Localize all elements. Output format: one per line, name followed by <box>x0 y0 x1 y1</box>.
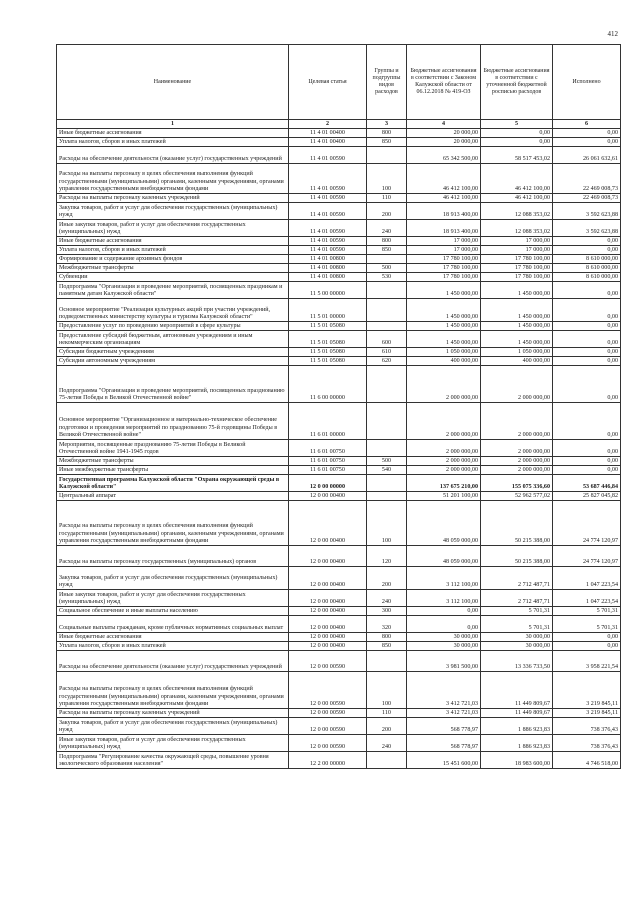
table-row <box>57 590 621 607</box>
row-revised-allocation: 1 450 000,00 <box>481 282 553 299</box>
table-row <box>57 546 621 567</box>
row-law-allocation: 65 342 500,00 <box>407 147 481 164</box>
table-row <box>57 264 621 273</box>
row-expense-group: 800 <box>367 129 407 138</box>
row-expense-group: 100 <box>367 501 407 546</box>
row-revised-allocation: 400 000,00 <box>481 357 553 366</box>
row-law-allocation: 3 112 100,00 <box>407 567 481 590</box>
row-executed: 22 469 008,73 <box>553 194 621 203</box>
table-row <box>57 492 621 501</box>
row-name: Межбюджетные трансферты <box>57 457 289 466</box>
row-law-allocation: 15 451 600,00 <box>407 752 481 769</box>
row-name: Межбюджетные трансферты <box>57 264 289 273</box>
row-name: Расходы на выплаты персоналу в целях обеспечения выполнения функций государственными (муниципальными) органами, казенными учреждениями, органами управления государственными внебюджетными фондами <box>57 672 289 709</box>
row-expense-group <box>367 403 407 440</box>
table-row <box>57 672 621 709</box>
row-law-allocation: 400 000,00 <box>407 357 481 366</box>
row-executed: 738 376,43 <box>553 735 621 752</box>
row-executed: 24 774 120,97 <box>553 546 621 567</box>
row-target-article: 12 0 00 00590 <box>289 651 367 672</box>
row-law-allocation: 51 201 100,00 <box>407 492 481 501</box>
row-law-allocation: 20 000,00 <box>407 129 481 138</box>
table-row <box>57 138 621 147</box>
row-revised-allocation: 0,00 <box>481 129 553 138</box>
row-name: Субвенции <box>57 273 289 282</box>
row-revised-allocation: 5 701,31 <box>481 607 553 616</box>
table-row <box>57 501 621 546</box>
row-name: Расходы на обеспечение деятельности (оказание услуг) государственных учреждений <box>57 651 289 672</box>
row-target-article: 12 0 00 00400 <box>289 501 367 546</box>
row-executed: 0,00 <box>553 129 621 138</box>
row-name: Формирование и содержание архивных фондов <box>57 255 289 264</box>
row-executed: 0,00 <box>553 322 621 331</box>
row-executed: 738 376,43 <box>553 718 621 735</box>
row-target-article: 11 4 01 00590 <box>289 164 367 194</box>
row-law-allocation: 18 913 400,00 <box>407 220 481 237</box>
row-expense-group: 800 <box>367 237 407 246</box>
table-row <box>57 440 621 457</box>
row-revised-allocation: 30 000,00 <box>481 633 553 642</box>
row-revised-allocation: 2 000 000,00 <box>481 440 553 457</box>
row-executed: 0,00 <box>553 357 621 366</box>
table-row <box>57 642 621 651</box>
row-name: Основное мероприятие "Организационное и материально-техническое обеспечение подготовки и проведения мероприятий по празднованию 75-й годовщины Победы в Великой Отечественной войне" <box>57 403 289 440</box>
row-name: Расходы на выплаты персоналу казенных учреждений <box>57 709 289 718</box>
row-expense-group <box>367 322 407 331</box>
row-target-article: 12 0 00 00400 <box>289 567 367 590</box>
row-name: Предоставление услуг по проведению мероприятий в сфере культуры <box>57 322 289 331</box>
page-number: 412 <box>607 30 618 38</box>
header-law-allocation: Бюджетные ассигнования в соответствии с Законом Калужской области от 06.12.2018 № 419-ОЗ <box>407 45 481 120</box>
row-executed: 0,00 <box>553 246 621 255</box>
row-name: Подпрограмма "Регулирование качества окружающей среды, повышение уровня экологического образования населения" <box>57 752 289 769</box>
row-executed: 24 774 120,97 <box>553 501 621 546</box>
row-expense-group: 850 <box>367 642 407 651</box>
row-law-allocation: 3 412 721,03 <box>407 709 481 718</box>
row-revised-allocation: 2 712 487,71 <box>481 590 553 607</box>
row-name: Иные бюджетные ассигнования <box>57 129 289 138</box>
table-row <box>57 633 621 642</box>
row-revised-allocation: 18 983 600,00 <box>481 752 553 769</box>
row-executed: 22 469 008,73 <box>553 164 621 194</box>
row-law-allocation: 17 780 100,00 <box>407 273 481 282</box>
row-revised-allocation: 1 450 000,00 <box>481 322 553 331</box>
row-target-article: 11 6 00 00000 <box>289 366 367 403</box>
row-target-article: 12 0 00 00400 <box>289 607 367 616</box>
row-revised-allocation: 30 000,00 <box>481 642 553 651</box>
row-law-allocation: 568 778,97 <box>407 718 481 735</box>
header-expense-group: Группы и подгруппы видов расходов <box>367 45 407 120</box>
row-target-article: 12 0 00 00590 <box>289 718 367 735</box>
row-revised-allocation: 52 962 577,02 <box>481 492 553 501</box>
row-target-article: 12 0 00 00400 <box>289 590 367 607</box>
row-law-allocation: 3 412 721,03 <box>407 672 481 709</box>
row-target-article: 11 6 01 00750 <box>289 466 367 475</box>
row-name: Иные закупки товаров, работ и услуг для обеспечения государственных (муниципальных) нужд <box>57 590 289 607</box>
table-row <box>57 403 621 440</box>
column-number: 5 <box>481 120 553 129</box>
row-target-article: 12 0 00 00400 <box>289 546 367 567</box>
row-executed: 8 610 000,00 <box>553 255 621 264</box>
row-name: Закупка товаров, работ и услуг для обеспечения государственных (муниципальных) нужд <box>57 718 289 735</box>
row-expense-group: 110 <box>367 194 407 203</box>
row-name: Подпрограмма "Организация и проведение мероприятий, посвященных празднованию 75-летия Победы в Великой Отечественной войне" <box>57 366 289 403</box>
row-revised-allocation: 1 450 000,00 <box>481 299 553 322</box>
table-row <box>57 282 621 299</box>
row-law-allocation: 137 675 210,00 <box>407 475 481 492</box>
row-revised-allocation: 1 050 000,00 <box>481 348 553 357</box>
row-name: Предоставление субсидий бюджетным, автономным учреждениям и иным некоммерческим организациям <box>57 331 289 348</box>
row-revised-allocation: 2 000 000,00 <box>481 466 553 475</box>
row-revised-allocation: 13 336 733,50 <box>481 651 553 672</box>
row-executed: 8 610 000,00 <box>553 264 621 273</box>
row-executed: 3 219 845,11 <box>553 672 621 709</box>
table-row <box>57 147 621 164</box>
row-law-allocation: 17 780 100,00 <box>407 255 481 264</box>
row-law-allocation: 3 981 500,00 <box>407 651 481 672</box>
row-target-article: 11 4 01 00590 <box>289 220 367 237</box>
row-target-article: 11 5 01 05080 <box>289 348 367 357</box>
row-revised-allocation: 2 000 000,00 <box>481 366 553 403</box>
row-name: Расходы на обеспечение деятельности (оказание услуг) государственных учреждений <box>57 147 289 164</box>
row-law-allocation: 2 000 000,00 <box>407 457 481 466</box>
row-name: Иные закупки товаров, работ и услуг для обеспечения государственных (муниципальных) нужд <box>57 220 289 237</box>
row-law-allocation: 48 059 000,00 <box>407 546 481 567</box>
row-executed: 0,00 <box>553 642 621 651</box>
row-expense-group: 600 <box>367 331 407 348</box>
row-revised-allocation: 46 412 100,00 <box>481 164 553 194</box>
row-target-article: 12 0 00 00590 <box>289 672 367 709</box>
table-row <box>57 366 621 403</box>
row-name: Иные межбюджетные трансферты <box>57 466 289 475</box>
row-expense-group: 100 <box>367 164 407 194</box>
row-executed: 0,00 <box>553 331 621 348</box>
row-executed: 53 687 446,84 <box>553 475 621 492</box>
row-target-article: 11 4 01 00800 <box>289 255 367 264</box>
row-revised-allocation: 17 780 100,00 <box>481 264 553 273</box>
table-row <box>57 357 621 366</box>
row-expense-group: 530 <box>367 273 407 282</box>
row-law-allocation: 0,00 <box>407 616 481 633</box>
row-target-article: 11 4 01 00590 <box>289 246 367 255</box>
row-expense-group: 620 <box>367 357 407 366</box>
row-name: Иные бюджетные ассигнования <box>57 237 289 246</box>
row-expense-group <box>367 147 407 164</box>
row-law-allocation: 2 000 000,00 <box>407 366 481 403</box>
row-executed: 3 219 845,11 <box>553 709 621 718</box>
row-name: Иные закупки товаров, работ и услуг для обеспечения государственных (муниципальных) нужд <box>57 735 289 752</box>
table-row <box>57 164 621 194</box>
row-expense-group <box>367 492 407 501</box>
row-executed: 3 958 221,54 <box>553 651 621 672</box>
table-row <box>57 331 621 348</box>
row-law-allocation: 1 450 000,00 <box>407 282 481 299</box>
row-revised-allocation: 50 215 388,00 <box>481 546 553 567</box>
row-law-allocation: 1 450 000,00 <box>407 331 481 348</box>
row-executed: 0,00 <box>553 237 621 246</box>
row-expense-group: 240 <box>367 220 407 237</box>
row-name: Иные бюджетные ассигнования <box>57 633 289 642</box>
row-revised-allocation: 50 215 388,00 <box>481 501 553 546</box>
row-revised-allocation: 12 088 353,02 <box>481 220 553 237</box>
row-expense-group <box>367 651 407 672</box>
row-expense-group: 110 <box>367 709 407 718</box>
row-name: Социальное обеспечение и иные выплаты населению <box>57 607 289 616</box>
row-executed: 0,00 <box>553 457 621 466</box>
row-executed: 0,00 <box>553 403 621 440</box>
row-executed: 0,00 <box>553 138 621 147</box>
row-name: Субсидии бюджетным учреждениям <box>57 348 289 357</box>
row-target-article: 11 4 01 00590 <box>289 194 367 203</box>
row-target-article: 11 4 01 00590 <box>289 237 367 246</box>
table-row <box>57 194 621 203</box>
row-law-allocation: 17 000,00 <box>407 237 481 246</box>
row-expense-group: 300 <box>367 607 407 616</box>
row-revised-allocation: 46 412 100,00 <box>481 194 553 203</box>
row-expense-group <box>367 752 407 769</box>
row-executed: 0,00 <box>553 348 621 357</box>
row-law-allocation: 48 059 000,00 <box>407 501 481 546</box>
row-name: Уплата налогов, сборов и иных платежей <box>57 642 289 651</box>
row-law-allocation: 18 913 400,00 <box>407 203 481 220</box>
table-row <box>57 466 621 475</box>
row-revised-allocation: 2 000 000,00 <box>481 457 553 466</box>
row-executed: 25 827 045,82 <box>553 492 621 501</box>
row-expense-group: 850 <box>367 246 407 255</box>
row-revised-allocation: 17 780 100,00 <box>481 255 553 264</box>
row-law-allocation: 2 000 000,00 <box>407 440 481 457</box>
row-name: Социальные выплаты гражданам, кроме публичных нормативных социальных выплат <box>57 616 289 633</box>
row-target-article: 11 5 01 05080 <box>289 322 367 331</box>
table-row <box>57 607 621 616</box>
row-target-article: 11 6 01 00000 <box>289 403 367 440</box>
row-law-allocation: 1 450 000,00 <box>407 299 481 322</box>
header-revised-allocation: Бюджетные ассигнования в соответствии с уточненной бюджетной росписью расходов <box>481 45 553 120</box>
row-expense-group: 850 <box>367 138 407 147</box>
row-name: Расходы на выплаты персоналу в целях обеспечения выполнения функций государственными (муниципальными) органами, казенными учреждениями, органами управления государственными внебюджетными фондами <box>57 164 289 194</box>
table-body <box>57 129 621 769</box>
row-executed: 5 701,31 <box>553 607 621 616</box>
row-expense-group: 320 <box>367 616 407 633</box>
row-revised-allocation: 2 000 000,00 <box>481 403 553 440</box>
row-target-article: 12 0 00 00590 <box>289 735 367 752</box>
row-target-article: 11 5 01 00000 <box>289 299 367 322</box>
row-law-allocation: 46 412 100,00 <box>407 164 481 194</box>
row-expense-group: 240 <box>367 590 407 607</box>
row-name: Мероприятия, посвященные празднованию 75-летия Победы в Великой Отечественной войне 1941-1945 годов <box>57 440 289 457</box>
row-target-article: 12 0 00 00000 <box>289 475 367 492</box>
row-name: Расходы на выплаты персоналу государственных (муниципальных) органов <box>57 546 289 567</box>
row-revised-allocation: 17 000,00 <box>481 246 553 255</box>
row-name: Уплата налогов, сборов и иных платежей <box>57 246 289 255</box>
row-law-allocation: 0,00 <box>407 607 481 616</box>
row-target-article: 12 0 00 00590 <box>289 709 367 718</box>
row-name: Расходы на выплаты персоналу в целях обеспечения выполнения функций государственными (муниципальными) органами, казенными учреждениями, органами управления государственными внебюджетными фондами <box>57 501 289 546</box>
row-executed: 0,00 <box>553 299 621 322</box>
row-executed: 3 592 623,88 <box>553 203 621 220</box>
row-expense-group: 500 <box>367 457 407 466</box>
table-row <box>57 718 621 735</box>
row-expense-group: 100 <box>367 672 407 709</box>
row-name: Уплата налогов, сборов и иных платежей <box>57 138 289 147</box>
row-law-allocation: 20 000,00 <box>407 138 481 147</box>
row-expense-group <box>367 366 407 403</box>
row-target-article: 11 5 00 00000 <box>289 282 367 299</box>
column-number: 4 <box>407 120 481 129</box>
row-expense-group: 540 <box>367 466 407 475</box>
row-executed: 0,00 <box>553 366 621 403</box>
row-name: Подпрограмма "Организация и проведение мероприятий, посвященных праздникам и памятным датам Калужской области" <box>57 282 289 299</box>
row-target-article: 12 2 00 00000 <box>289 752 367 769</box>
row-law-allocation: 17 000,00 <box>407 246 481 255</box>
row-expense-group <box>367 255 407 264</box>
row-executed: 3 592 623,88 <box>553 220 621 237</box>
row-name: Государственная программа Калужской области "Охрана окружающей среды в Калужской области" <box>57 475 289 492</box>
row-expense-group: 200 <box>367 203 407 220</box>
column-number: 3 <box>367 120 407 129</box>
table-row <box>57 735 621 752</box>
row-law-allocation: 3 112 100,00 <box>407 590 481 607</box>
column-number-row <box>57 120 621 129</box>
row-law-allocation: 1 050 000,00 <box>407 348 481 357</box>
row-name: Расходы на выплаты персоналу казенных учреждений <box>57 194 289 203</box>
column-number: 2 <box>289 120 367 129</box>
row-name: Закупка товаров, работ и услуг для обеспечения государственных (муниципальных) нужд <box>57 203 289 220</box>
header-executed: Исполнено <box>553 45 621 120</box>
row-expense-group <box>367 475 407 492</box>
row-law-allocation: 17 780 100,00 <box>407 264 481 273</box>
row-target-article: 11 5 01 05080 <box>289 331 367 348</box>
row-target-article: 12 0 00 00400 <box>289 633 367 642</box>
row-revised-allocation: 12 088 353,02 <box>481 203 553 220</box>
row-executed: 0,00 <box>553 282 621 299</box>
row-revised-allocation: 2 712 487,71 <box>481 567 553 590</box>
header-name: Наименование <box>57 45 289 120</box>
row-executed: 8 610 000,00 <box>553 273 621 282</box>
row-target-article: 11 6 01 00750 <box>289 457 367 466</box>
table-row <box>57 616 621 633</box>
table-row <box>57 348 621 357</box>
table-row <box>57 709 621 718</box>
row-revised-allocation: 11 449 809,67 <box>481 672 553 709</box>
row-revised-allocation: 1 886 923,83 <box>481 735 553 752</box>
row-target-article: 11 4 01 00400 <box>289 138 367 147</box>
row-expense-group: 200 <box>367 718 407 735</box>
row-name: Центральный аппарат <box>57 492 289 501</box>
row-executed: 5 701,31 <box>553 616 621 633</box>
column-number: 1 <box>57 120 289 129</box>
row-target-article: 12 0 00 00400 <box>289 492 367 501</box>
row-target-article: 12 0 00 00400 <box>289 616 367 633</box>
row-target-article: 11 4 01 00800 <box>289 264 367 273</box>
table-row <box>57 255 621 264</box>
row-target-article: 12 0 00 00400 <box>289 642 367 651</box>
header-target-article: Целевая статья <box>289 45 367 120</box>
row-target-article: 11 4 01 00590 <box>289 147 367 164</box>
row-law-allocation: 30 000,00 <box>407 633 481 642</box>
row-law-allocation: 46 412 100,00 <box>407 194 481 203</box>
row-name: Закупка товаров, работ и услуг для обеспечения государственных (муниципальных) нужд <box>57 567 289 590</box>
row-revised-allocation: 155 075 336,60 <box>481 475 553 492</box>
row-law-allocation: 2 000 000,00 <box>407 466 481 475</box>
row-revised-allocation: 11 449 809,67 <box>481 709 553 718</box>
row-executed: 1 047 223,54 <box>553 590 621 607</box>
row-expense-group: 610 <box>367 348 407 357</box>
row-executed: 0,00 <box>553 440 621 457</box>
table-row <box>57 220 621 237</box>
table-row <box>57 457 621 466</box>
row-expense-group <box>367 440 407 457</box>
row-expense-group: 500 <box>367 264 407 273</box>
row-expense-group: 200 <box>367 567 407 590</box>
row-name: Субсидии автономным учреждениям <box>57 357 289 366</box>
row-expense-group: 120 <box>367 546 407 567</box>
row-executed: 4 746 518,00 <box>553 752 621 769</box>
budget-table <box>56 44 621 769</box>
row-executed: 26 061 632,61 <box>553 147 621 164</box>
row-executed: 0,00 <box>553 633 621 642</box>
header-row <box>57 45 621 120</box>
row-revised-allocation: 5 701,31 <box>481 616 553 633</box>
table-row <box>57 651 621 672</box>
table-row <box>57 246 621 255</box>
row-law-allocation: 30 000,00 <box>407 642 481 651</box>
row-law-allocation: 2 000 000,00 <box>407 403 481 440</box>
row-revised-allocation: 1 886 923,83 <box>481 718 553 735</box>
row-target-article: 11 4 01 00400 <box>289 129 367 138</box>
row-target-article: 11 6 01 00750 <box>289 440 367 457</box>
row-expense-group: 240 <box>367 735 407 752</box>
row-expense-group <box>367 299 407 322</box>
table-row <box>57 273 621 282</box>
row-target-article: 11 5 01 05080 <box>289 357 367 366</box>
row-revised-allocation: 17 000,00 <box>481 237 553 246</box>
row-name: Основное мероприятие "Реализация культурных акций при участии учреждений, подведомственных министерству культуры и туризма Калужской области" <box>57 299 289 322</box>
table-row <box>57 567 621 590</box>
table-row <box>57 129 621 138</box>
row-revised-allocation: 58 517 453,02 <box>481 147 553 164</box>
table-row <box>57 752 621 769</box>
row-executed: 0,00 <box>553 466 621 475</box>
row-executed: 1 047 223,54 <box>553 567 621 590</box>
column-number: 6 <box>553 120 621 129</box>
row-target-article: 11 4 01 00590 <box>289 203 367 220</box>
table-row <box>57 237 621 246</box>
row-revised-allocation: 17 780 100,00 <box>481 273 553 282</box>
table-row <box>57 203 621 220</box>
row-revised-allocation: 1 450 000,00 <box>481 331 553 348</box>
table-row <box>57 475 621 492</box>
table-row <box>57 322 621 331</box>
row-law-allocation: 1 450 000,00 <box>407 322 481 331</box>
table-row <box>57 299 621 322</box>
row-expense-group: 800 <box>367 633 407 642</box>
row-expense-group <box>367 282 407 299</box>
row-revised-allocation: 0,00 <box>481 138 553 147</box>
row-target-article: 11 4 01 00800 <box>289 273 367 282</box>
row-law-allocation: 568 778,97 <box>407 735 481 752</box>
